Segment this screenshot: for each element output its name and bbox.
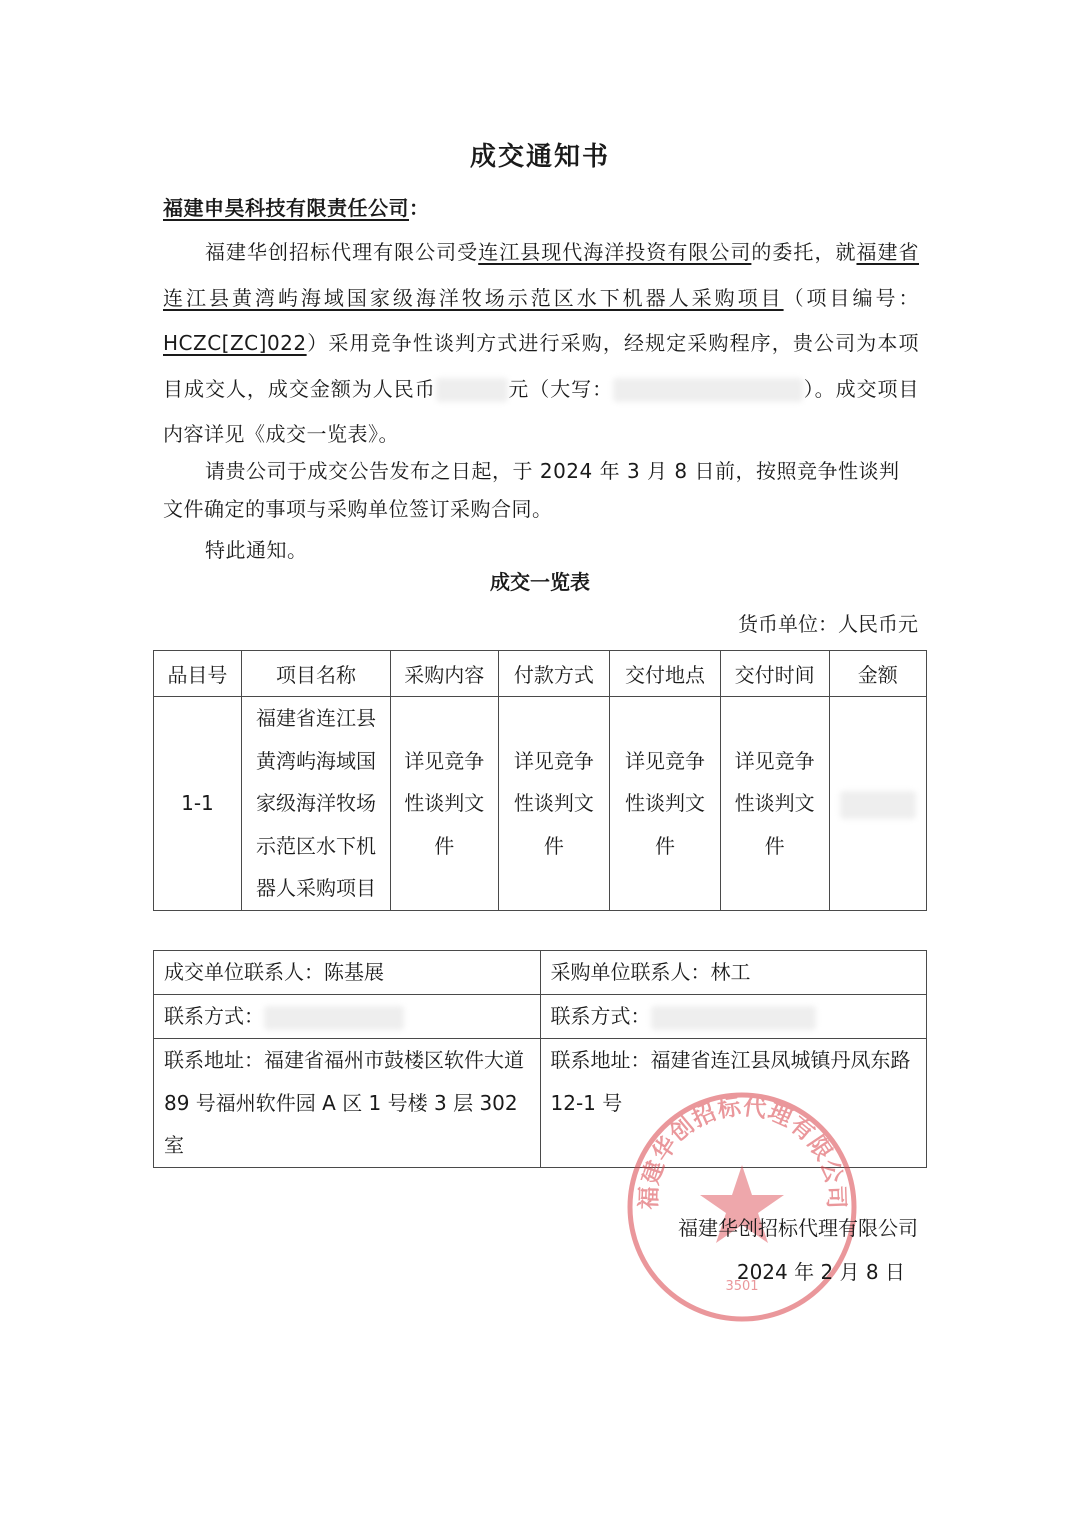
winner-address: 联系地址：福建省福州市鼓楼区软件大道 89 号福州软件园 A 区 1 号楼 3 层 302 室 <box>154 1039 541 1168</box>
signing-agency: 福建华创招标代理有限公司 <box>678 1216 918 1240</box>
cell-content: 详见竞争性谈判文件 <box>391 697 498 911</box>
paragraph-closing: 特此通知。 <box>205 538 308 562</box>
cell-item-no: 1-1 <box>154 697 242 911</box>
cell-payment: 详见竞争性谈判文件 <box>498 697 610 911</box>
winner-phone <box>154 995 541 1039</box>
winner-contact: 成交单位联系人：陈基展 <box>154 951 541 995</box>
redacted-buyer-phone <box>651 1006 816 1030</box>
buyer-phone-label: 联系方式： <box>550 1004 651 1028</box>
currency-unit: 货币单位：人民币元 <box>738 612 918 636</box>
summary-table <box>153 650 927 911</box>
redacted-winner-phone <box>264 1006 404 1030</box>
header-project-name: 项目名称 <box>241 651 390 697</box>
cell-delivery-time: 详见竞争性谈判文件 <box>720 697 829 911</box>
company-seal <box>620 1085 865 1330</box>
paragraph-award-text-2: 的委托，就 <box>751 240 857 264</box>
addressee-colon: ： <box>409 196 430 220</box>
seal-text: 福建华创招标代理有限公司 <box>636 1094 849 1210</box>
paragraph-award-text-6: ）。成交项目内容详见《成交一览表》。 <box>163 376 920 446</box>
winner-phone-label: 联系方式： <box>164 1004 264 1028</box>
buyer-address: 联系地址：福建省连江县凤城镇丹凤东路 12-1 号 <box>540 1039 927 1168</box>
paragraph-award-text-5: 元（大写： <box>507 376 614 401</box>
cell-project-name: 福建省连江县黄湾屿海域国家级海洋牧场示范区水下机器人采购项目 <box>241 697 390 911</box>
addressee-company: 福建申昊科技有限责任公司 <box>163 196 409 220</box>
table-header-row <box>154 651 927 697</box>
redacted-amount <box>436 378 508 402</box>
contact-row-names <box>154 951 927 995</box>
table-row <box>154 697 927 911</box>
redacted-cell-amount <box>840 791 916 819</box>
document-title: 成交通知书 <box>469 142 610 172</box>
buyer-phone <box>540 995 927 1039</box>
header-content: 采购内容 <box>391 651 498 697</box>
signing-date: 2024 年 2 月 8 日 <box>736 1260 905 1284</box>
header-amount: 金额 <box>829 651 926 697</box>
redacted-amount-capital <box>613 378 803 402</box>
header-item-no: 品目号 <box>154 651 242 697</box>
contact-row-phones <box>154 995 927 1039</box>
paragraph-award-text-1: 福建华创招标代理有限公司受 <box>205 240 479 264</box>
buyer-contact: 采购单位联系人：林工 <box>540 951 927 995</box>
cell-amount <box>829 697 926 911</box>
header-delivery-time: 交付时间 <box>720 651 829 697</box>
header-payment: 付款方式 <box>498 651 610 697</box>
paragraph-award-text-3: （项目编号： <box>783 285 919 310</box>
entrusting-party: 连江县现代海洋投资有限公司 <box>478 240 752 264</box>
cell-delivery-place: 详见竞争性谈判文件 <box>610 697 721 911</box>
header-delivery-place: 交付地点 <box>610 651 721 697</box>
addressee <box>163 186 919 232</box>
project-number: HCZC[ZC]022 <box>163 331 307 355</box>
project-name: 福建省连江县黄湾屿海域国家级海洋牧场示范区水下机器人采购项目 <box>163 240 920 310</box>
paragraph-award-text-4: ）采用竞争性谈判方式进行采购，经规定采购程序，贵公司为本项目成交人，成交金额为人民币 <box>163 331 919 401</box>
paragraph-contract-deadline: 请贵公司于成交公告发布之日起，于 2024 年 3 月 8 日前，按照竞争性谈判文件确定的事项与采购单位签订采购合同。 <box>163 459 900 521</box>
paragraph-award <box>163 230 919 458</box>
seal-code: 3501 <box>725 1279 759 1294</box>
summary-table-title: 成交一览表 <box>490 570 590 594</box>
